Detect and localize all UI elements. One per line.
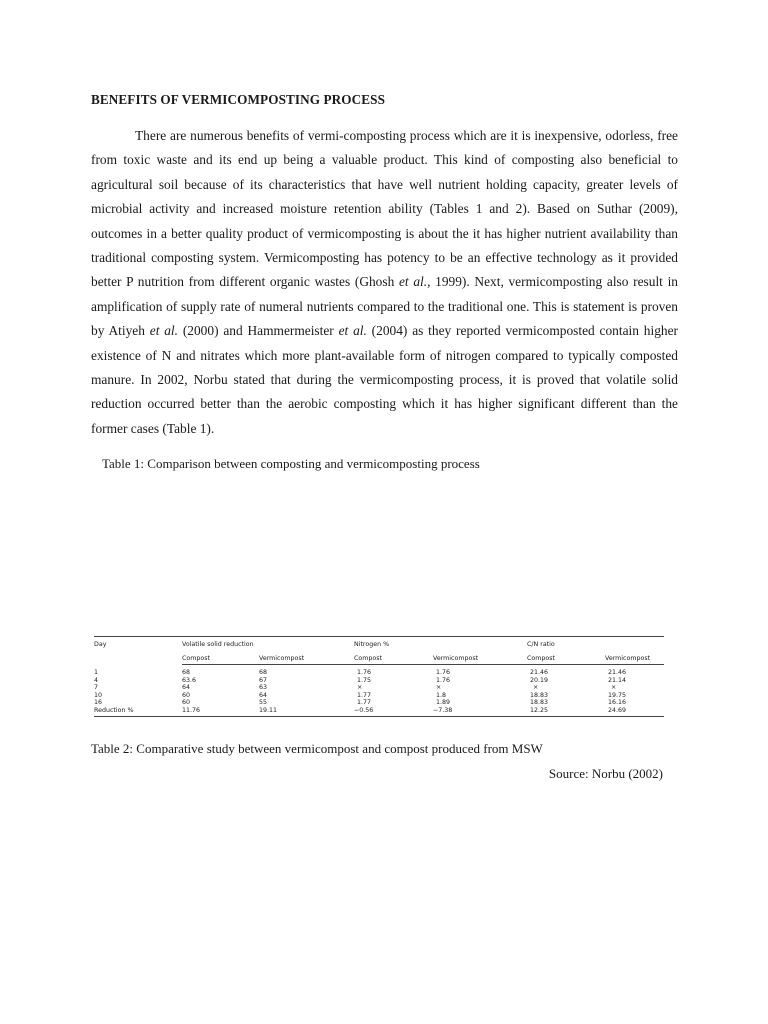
group-header-cn-ratio: C/N ratio <box>527 637 664 654</box>
table-cell-day: 16 <box>94 699 103 707</box>
table-cell: 64 <box>182 684 191 692</box>
subheader-vermicompost: Vermicompost <box>259 653 354 665</box>
group-header-nitrogen: Nitrogen % <box>354 637 527 654</box>
table-cell: × <box>436 684 442 692</box>
table-cell: 67 <box>259 676 268 684</box>
table-cell: 1.76 <box>436 669 451 676</box>
subheader-vermicompost: Vermicompost <box>605 653 664 665</box>
citation-et-al-1: et al., <box>398 274 431 290</box>
table-cell: 21.46 <box>530 669 549 676</box>
body-paragraph <box>91 124 678 441</box>
table-cell: 19.11 <box>259 707 354 716</box>
paragraph-text-4: (2004) as they reported vermicomposted contain higher existence of N and nitrates which more plant-available form of nitrogen compared to typically composted manure. In 2002, Norbu stated that during the vermicomposting process, it is proved that volatile solid reduction occurred better than the aerobic composting which it has higher significant different than the former cases (Table 1). <box>91 323 678 436</box>
table-cell: 68 <box>259 669 268 676</box>
table-cell-day: 1 <box>94 668 99 676</box>
table-row <box>94 707 664 716</box>
subheader-compost: Compost <box>182 653 259 665</box>
comparison-table-wrapper <box>94 636 664 717</box>
paragraph-text-3: (2000) and Hammermeister <box>178 323 339 339</box>
comparison-table <box>94 636 664 717</box>
table-cell: −0.56 <box>354 707 433 716</box>
table2-caption: Table 2: Comparative study between vermicompost and compost produced from MSW <box>91 741 543 756</box>
subheader-vermicompost: Vermicompost <box>433 653 527 665</box>
table-row <box>94 692 664 700</box>
table-cell: 12.25 <box>527 707 605 716</box>
table-subheader-row <box>94 653 664 665</box>
table-cell: 1.77 <box>357 699 372 707</box>
table-cell: 18.83 <box>530 691 549 699</box>
source-citation: Source: Norbu (2002) <box>548 766 663 781</box>
table-cell-day: 10 <box>94 691 103 699</box>
table-group-header-row <box>94 637 664 654</box>
table-cell: 24.69 <box>605 707 664 716</box>
table-cell: 1.75 <box>357 676 372 684</box>
table1-caption: Table 1: Comparison between composting and vermicomposting process <box>102 456 480 471</box>
table-row <box>94 677 664 685</box>
table-cell: × <box>357 684 363 692</box>
table-cell: −7.38 <box>433 707 527 716</box>
subheader-compost: Compost <box>527 653 605 665</box>
table-cell-day: 7 <box>94 684 99 692</box>
table-cell: 19.75 <box>608 691 627 699</box>
paragraph-text-2: 1999). Next, vermicomposting also result in amplification of supply rate of numeral nutrients compared to the traditional one. This is statement is proven by Atiyeh <box>91 274 678 339</box>
citation-et-al-2: et al. <box>149 323 178 339</box>
table-cell: 11.76 <box>182 707 259 716</box>
table-cell: 63 <box>259 684 268 692</box>
table-cell: 1.77 <box>357 691 372 699</box>
table-cell: 63.6 <box>182 676 197 684</box>
table-cell: 21.46 <box>608 669 627 676</box>
table-cell-day: Reduction % <box>94 707 182 716</box>
table-row <box>94 684 664 692</box>
subheader-spacer <box>94 653 182 665</box>
table-cell: 55 <box>259 699 268 707</box>
table-cell: 18.83 <box>530 699 549 707</box>
table-cell: 1.76 <box>436 676 451 684</box>
subheader-compost: Compost <box>354 653 433 665</box>
table-cell: 1.8 <box>436 691 447 699</box>
table-cell: 1.89 <box>436 699 451 707</box>
group-header-volatile: Volatile solid reduction <box>182 637 354 654</box>
section-heading: BENEFITS OF VERMICOMPOSTING PROCESS <box>91 92 386 107</box>
table-cell: 20.19 <box>530 676 549 684</box>
paragraph-text-1: There are numerous benefits of vermi-composting process which are it is inexpensive, odorless, free from toxic waste and its end up being a valuable product. This kind of composting also beneficial to agricultural soil because of its characteristics that have well nutrient holding capacity, greater levels of microbial activity and increased moisture retention ability (Tables 1 and 2). Based on Suthar (2009), outcomes in a better quality product of vermicomposting is about the it has higher nutrient availability than traditional composting system. Vermicomposting has potency to be an effective technology as it provided better P nutrition from different organic wastes (Ghosh <box>91 128 678 290</box>
table-row <box>94 699 664 707</box>
day-header: Day <box>94 637 182 654</box>
table-cell-day: 4 <box>94 676 99 684</box>
citation-et-al-3: et al. <box>338 323 367 339</box>
table-cell: 60 <box>182 699 191 707</box>
table-row <box>94 665 664 677</box>
table-cell: × <box>611 684 617 692</box>
table-cell: 64 <box>259 691 268 699</box>
table-cell: 68 <box>182 669 191 676</box>
table-cell: 21.14 <box>608 676 627 684</box>
table-cell: × <box>533 684 539 692</box>
table-cell: 1.76 <box>357 669 372 676</box>
table-cell: 60 <box>182 691 191 699</box>
table-cell: 16.16 <box>608 699 627 707</box>
